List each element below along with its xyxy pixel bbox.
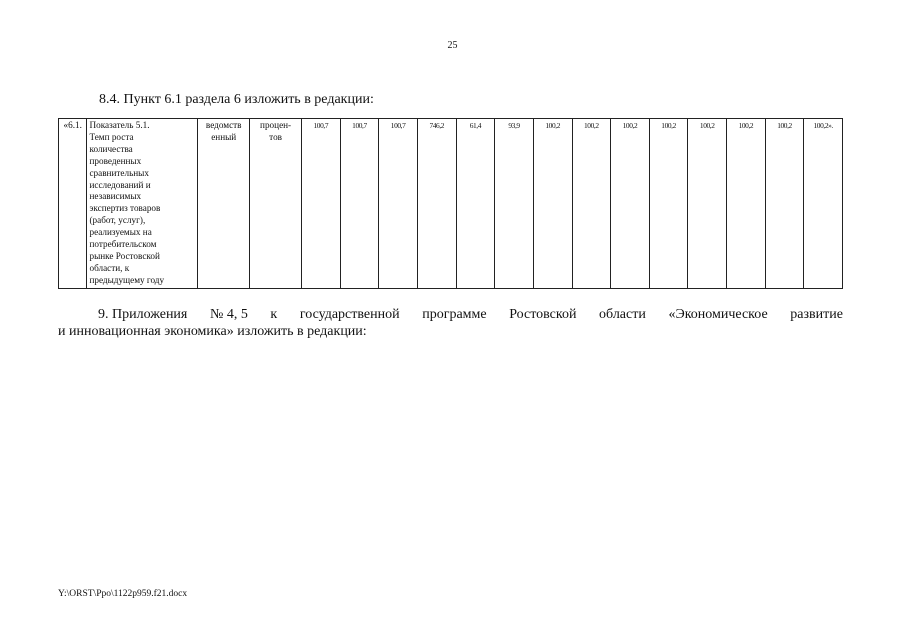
paragraph-word: области xyxy=(599,307,646,322)
value-cell: 100,7 xyxy=(340,119,379,289)
value-cell: 746,2 xyxy=(417,119,456,289)
indicator-type-line: енный xyxy=(211,131,237,142)
value-cell: 100,2 xyxy=(688,119,727,289)
paragraph-word: развитие xyxy=(790,307,843,322)
body-paragraph xyxy=(58,306,843,340)
footer-file-path: Y:\ORST\Ppo\1122p959.f21.docx xyxy=(58,589,188,599)
paragraph-word: программе xyxy=(422,307,487,322)
indicator-name-line: предыдущему году xyxy=(89,274,165,285)
indicator-name-line: Показатель 5.1. xyxy=(89,120,150,130)
value-cell: 100,2 xyxy=(611,119,650,289)
indicator-name-line: количества xyxy=(89,143,133,154)
unit-cell xyxy=(250,119,302,289)
unit-line: процен- xyxy=(260,120,292,130)
paragraph-line xyxy=(58,306,843,323)
indicator-name-cell xyxy=(87,119,198,289)
value-cell: 100,2». xyxy=(804,119,843,289)
value-cell: 100,2 xyxy=(572,119,611,289)
indicator-name-line: исследований и xyxy=(89,179,151,190)
indicator-name-line: потребительском xyxy=(89,239,157,250)
paragraph-word: Ростовской xyxy=(509,307,577,322)
row-number-cell: «6.1. xyxy=(59,119,87,289)
unit-line: тов xyxy=(269,131,282,142)
indicator-table xyxy=(58,118,843,289)
paragraph-word: государственной xyxy=(299,307,400,322)
value-cell: 100,2 xyxy=(649,119,688,289)
indicator-name-line: сравнительных xyxy=(89,167,149,178)
value-cell: 100,2 xyxy=(533,119,572,289)
indicator-name-line: независимых xyxy=(89,191,142,202)
indicator-name-line: рынке Ростовской xyxy=(89,250,160,261)
indicator-name-line: (работ, услуг), xyxy=(89,215,146,226)
paragraph-word: к xyxy=(270,307,278,322)
table-row xyxy=(59,119,843,289)
indicator-name-line: области, к xyxy=(89,262,130,273)
value-cell: 100,2 xyxy=(765,119,804,289)
indicator-type-cell xyxy=(198,119,250,289)
paragraph-word: № 4, 5 xyxy=(209,307,248,322)
page-number: 25 xyxy=(447,40,458,51)
value-cell: 100,2 xyxy=(727,119,766,289)
value-cell: 100,7 xyxy=(302,119,341,289)
value-cell: 100,7 xyxy=(379,119,418,289)
indicator-name-line: проведенных xyxy=(89,155,142,166)
paragraph-line: и инновационная экономика» изложить в редакции: xyxy=(58,324,367,339)
section-heading: 8.4. Пункт 6.1 раздела 6 изложить в редакции: xyxy=(99,92,374,107)
indicator-name-line: Темп роста xyxy=(89,131,134,142)
indicator-name-line: экспертиз товаров xyxy=(89,203,161,214)
value-cell: 93,9 xyxy=(495,119,534,289)
paragraph-word: «Экономическое xyxy=(668,307,768,322)
indicator-name-line: реализуемых на xyxy=(89,227,152,238)
indicator-type-line: ведомств xyxy=(205,120,242,130)
paragraph-word: 9. Приложения xyxy=(98,307,188,322)
value-cell: 61,4 xyxy=(456,119,495,289)
